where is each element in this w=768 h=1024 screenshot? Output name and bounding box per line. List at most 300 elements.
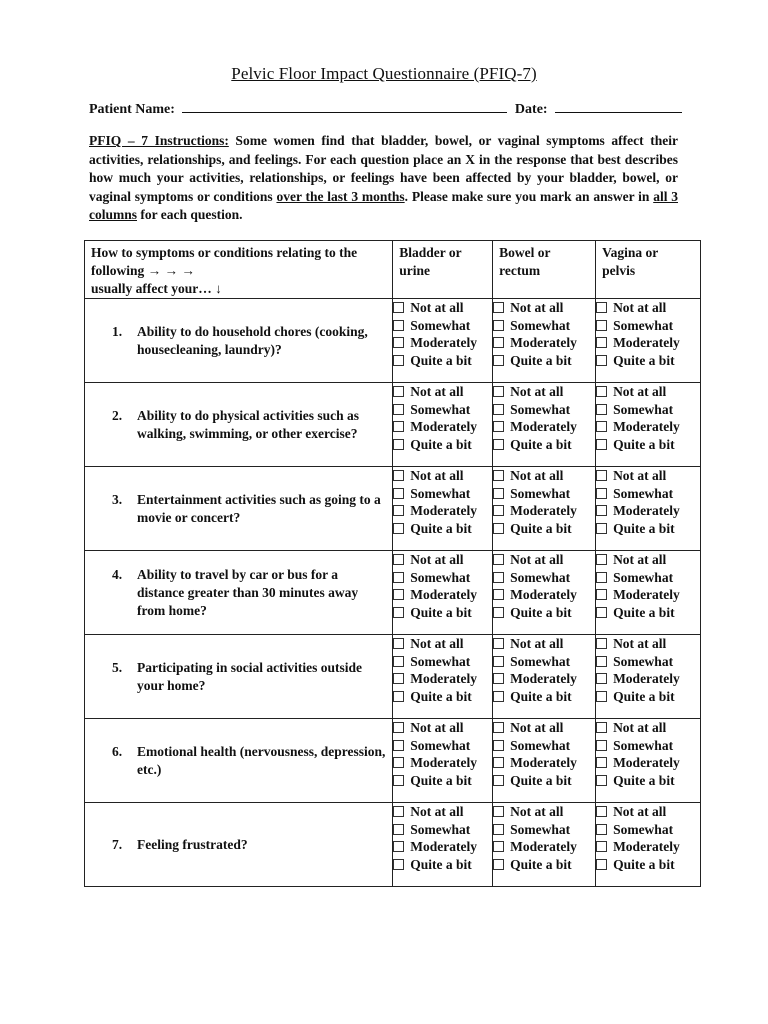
response-cell-bowel: [493, 467, 596, 551]
response-option[interactable]: [393, 569, 492, 587]
option-label: Somewhat: [613, 317, 674, 333]
checkbox-icon[interactable]: [393, 859, 404, 870]
question-cell: [85, 383, 393, 467]
response-option[interactable]: [596, 502, 700, 520]
option-label: Somewhat: [613, 737, 674, 753]
checkbox-icon[interactable]: [493, 470, 504, 481]
response-option[interactable]: [493, 352, 595, 370]
response-option[interactable]: [493, 502, 595, 520]
response-option[interactable]: [493, 838, 595, 856]
response-option[interactable]: [596, 299, 700, 317]
checkbox-icon[interactable]: [493, 824, 504, 835]
response-option[interactable]: [493, 670, 595, 688]
question-number: 2.: [112, 407, 123, 423]
response-cell-bowel: [493, 719, 596, 803]
header-question-column: [85, 241, 393, 299]
option-label: Quite a bit: [510, 857, 572, 873]
option-label: Moderately: [613, 335, 680, 351]
checkbox-icon[interactable]: [596, 554, 607, 565]
response-option[interactable]: [596, 467, 700, 485]
checkbox-icon[interactable]: [493, 320, 504, 331]
response-option[interactable]: [493, 688, 595, 706]
response-option[interactable]: [393, 299, 492, 317]
checkbox-icon[interactable]: [596, 355, 607, 366]
response-option[interactable]: [393, 520, 492, 538]
checkbox-icon[interactable]: [596, 673, 607, 684]
option-label: Quite a bit: [410, 521, 472, 537]
response-option[interactable]: [493, 334, 595, 352]
question-text: Entertainment activities such as going to a movie or concert?: [137, 491, 381, 525]
checkbox-icon[interactable]: [493, 722, 504, 733]
checkbox-icon[interactable]: [393, 320, 404, 331]
option-label: Moderately: [410, 671, 477, 687]
checkbox-icon[interactable]: [596, 691, 607, 702]
response-option[interactable]: [596, 838, 700, 856]
question-text: Participating in social activities outside your home?: [137, 659, 362, 693]
checkbox-icon[interactable]: [596, 757, 607, 768]
response-option[interactable]: [393, 737, 492, 755]
question-text: Ability to travel by car or bus for a distance greater than 30 minutes away from home?: [137, 566, 359, 618]
checkbox-icon[interactable]: [596, 505, 607, 516]
response-option[interactable]: [393, 754, 492, 772]
response-option[interactable]: [393, 719, 492, 737]
patient-name-field[interactable]: [182, 100, 507, 113]
checkbox-icon[interactable]: [393, 337, 404, 348]
response-option[interactable]: [393, 502, 492, 520]
table-row: [85, 383, 701, 467]
instructions-heading: PFIQ – 7 Instructions:: [89, 133, 229, 148]
instructions-emphasis-2: all 3 columns: [89, 188, 678, 222]
checkbox-icon[interactable]: [393, 523, 404, 534]
checkbox-icon[interactable]: [393, 740, 404, 751]
response-option[interactable]: [596, 719, 700, 737]
response-option[interactable]: [393, 803, 492, 821]
checkbox-icon[interactable]: [393, 421, 404, 432]
option-label: Quite a bit: [613, 353, 675, 369]
checkbox-icon[interactable]: [493, 439, 504, 450]
question-number: 3.: [112, 491, 123, 507]
option-label: Not at all: [510, 468, 564, 483]
response-option[interactable]: [393, 772, 492, 790]
response-cell-bladder: [393, 467, 493, 551]
response-cell-bowel: [493, 299, 596, 383]
response-cell-vagina: [596, 635, 701, 719]
checkbox-icon[interactable]: [493, 775, 504, 786]
date-label: Date:: [514, 102, 548, 117]
checkbox-icon[interactable]: [493, 572, 504, 583]
option-label: Quite a bit: [410, 689, 472, 705]
question-item: [85, 659, 392, 695]
response-option[interactable]: [493, 436, 595, 454]
response-cell-bowel: [493, 551, 596, 635]
response-cell-vagina: [596, 719, 701, 803]
option-label: Somewhat: [410, 737, 471, 753]
response-option[interactable]: [596, 317, 700, 335]
questions-body: [85, 299, 701, 887]
option-label: Somewhat: [410, 401, 471, 417]
checkbox-icon[interactable]: [393, 554, 404, 565]
checkbox-icon[interactable]: [493, 757, 504, 768]
response-option[interactable]: [596, 653, 700, 671]
header-vagina-column: Vagina or pelvis: [596, 241, 701, 299]
response-option[interactable]: [493, 317, 595, 335]
response-option[interactable]: [393, 635, 492, 653]
response-option[interactable]: [493, 856, 595, 874]
option-label: Quite a bit: [410, 437, 472, 453]
response-option[interactable]: [493, 383, 595, 401]
option-label: Not at all: [410, 804, 464, 819]
option-label: Quite a bit: [410, 605, 472, 621]
response-option[interactable]: [393, 418, 492, 436]
option-label: Moderately: [510, 503, 577, 519]
checkbox-icon[interactable]: [596, 740, 607, 751]
response-option[interactable]: [493, 586, 595, 604]
response-option[interactable]: [596, 569, 700, 587]
header-question-line-1: How to symptoms or conditions relating to the following → → →: [91, 245, 358, 278]
option-label: Moderately: [510, 755, 577, 771]
response-cell-bowel: [493, 635, 596, 719]
checkbox-icon[interactable]: [596, 386, 607, 397]
table-row: [85, 551, 701, 635]
checkbox-icon[interactable]: [596, 607, 607, 618]
table-row: [85, 467, 701, 551]
option-label: Somewhat: [410, 569, 471, 585]
option-label: Not at all: [410, 300, 464, 315]
checkbox-icon[interactable]: [393, 775, 404, 786]
option-label: Moderately: [410, 335, 477, 351]
checkbox-icon[interactable]: [393, 355, 404, 366]
checkbox-icon[interactable]: [493, 673, 504, 684]
response-option[interactable]: [596, 688, 700, 706]
instructions-emphasis-1: over the last 3 months: [276, 188, 405, 204]
checkbox-icon[interactable]: [393, 589, 404, 600]
response-option[interactable]: [493, 520, 595, 538]
option-label: Quite a bit: [510, 521, 572, 537]
option-label: Moderately: [613, 503, 680, 519]
option-label: Not at all: [613, 384, 667, 399]
response-option[interactable]: [493, 803, 595, 821]
checkbox-icon[interactable]: [596, 439, 607, 450]
checkbox-icon[interactable]: [393, 386, 404, 397]
option-label: Somewhat: [510, 485, 571, 501]
checkbox-icon[interactable]: [493, 404, 504, 415]
checkbox-icon[interactable]: [393, 470, 404, 481]
option-label: Not at all: [613, 300, 667, 315]
option-label: Not at all: [510, 300, 564, 315]
table-row: [85, 635, 701, 719]
option-label: Somewhat: [510, 653, 571, 669]
header-question-line-2: usually affect your… ↓: [91, 281, 222, 296]
checkbox-icon[interactable]: [493, 488, 504, 499]
option-label: Not at all: [410, 468, 464, 483]
question-number: 7.: [112, 836, 123, 852]
option-label: Moderately: [613, 755, 680, 771]
checkbox-icon[interactable]: [493, 421, 504, 432]
checkbox-icon[interactable]: [393, 824, 404, 835]
response-cell-vagina: [596, 299, 701, 383]
response-cell-bladder: [393, 299, 493, 383]
response-option[interactable]: [596, 551, 700, 569]
option-label: Moderately: [410, 839, 477, 855]
checkbox-icon[interactable]: [493, 554, 504, 565]
response-option[interactable]: [493, 737, 595, 755]
option-label: Somewhat: [613, 653, 674, 669]
option-label: Not at all: [510, 804, 564, 819]
option-label: Not at all: [613, 552, 667, 567]
response-cell-bladder: [393, 635, 493, 719]
checkbox-icon[interactable]: [393, 404, 404, 415]
response-option[interactable]: [393, 653, 492, 671]
option-label: Not at all: [613, 720, 667, 735]
table-row: [85, 719, 701, 803]
checkbox-icon[interactable]: [596, 841, 607, 852]
response-option[interactable]: [393, 551, 492, 569]
response-option[interactable]: [596, 604, 700, 622]
option-label: Quite a bit: [613, 689, 675, 705]
option-label: Somewhat: [510, 569, 571, 585]
response-option[interactable]: [596, 401, 700, 419]
checkbox-icon[interactable]: [493, 302, 504, 313]
option-label: Not at all: [410, 552, 464, 567]
checkbox-icon[interactable]: [493, 656, 504, 667]
question-cell: [85, 635, 393, 719]
checkbox-icon[interactable]: [393, 572, 404, 583]
response-option[interactable]: [493, 821, 595, 839]
checkbox-icon[interactable]: [393, 806, 404, 817]
table-row: [85, 803, 701, 887]
question-item: [85, 836, 392, 854]
response-option[interactable]: [493, 653, 595, 671]
response-option[interactable]: [393, 317, 492, 335]
checkbox-icon[interactable]: [596, 859, 607, 870]
response-option[interactable]: [596, 821, 700, 839]
checkbox-icon[interactable]: [393, 439, 404, 450]
option-label: Moderately: [510, 839, 577, 855]
response-option[interactable]: [393, 401, 492, 419]
response-cell-bladder: [393, 551, 493, 635]
response-option[interactable]: [596, 586, 700, 604]
response-option[interactable]: [493, 418, 595, 436]
checkbox-icon[interactable]: [596, 656, 607, 667]
option-label: Not at all: [510, 384, 564, 399]
checkbox-icon[interactable]: [393, 505, 404, 516]
response-option[interactable]: [393, 467, 492, 485]
checkbox-icon[interactable]: [596, 722, 607, 733]
response-cell-vagina: [596, 803, 701, 887]
checkbox-icon[interactable]: [493, 638, 504, 649]
response-option[interactable]: [493, 401, 595, 419]
option-label: Not at all: [510, 552, 564, 567]
response-option[interactable]: [493, 719, 595, 737]
response-option[interactable]: [596, 856, 700, 874]
checkbox-icon[interactable]: [393, 691, 404, 702]
question-cell: [85, 299, 393, 383]
response-cell-bowel: [493, 383, 596, 467]
patient-info-line: [89, 100, 682, 118]
response-option[interactable]: [493, 569, 595, 587]
instructions-text-2: . Please make sure you mark an answer in: [404, 188, 654, 204]
question-number: 1.: [112, 323, 123, 339]
option-label: Quite a bit: [410, 353, 472, 369]
option-label: Moderately: [510, 419, 577, 435]
option-label: Somewhat: [613, 569, 674, 585]
checkbox-icon[interactable]: [596, 824, 607, 835]
response-option[interactable]: [393, 688, 492, 706]
checkbox-icon[interactable]: [493, 607, 504, 618]
response-option[interactable]: [596, 520, 700, 538]
response-cell-vagina: [596, 551, 701, 635]
checkbox-icon[interactable]: [596, 337, 607, 348]
checkbox-icon[interactable]: [596, 404, 607, 415]
response-option[interactable]: [393, 334, 492, 352]
checkbox-icon[interactable]: [393, 722, 404, 733]
question-number: 4.: [112, 566, 123, 582]
header-bladder-column: Bladder or urine: [393, 241, 493, 299]
checkbox-icon[interactable]: [596, 775, 607, 786]
question-item: [85, 491, 392, 527]
response-cell-bladder: [393, 803, 493, 887]
response-option[interactable]: [493, 551, 595, 569]
option-label: Moderately: [613, 419, 680, 435]
checkbox-icon[interactable]: [393, 607, 404, 618]
question-item: [85, 323, 392, 359]
instructions-text-3: for each question.: [137, 207, 243, 222]
response-option[interactable]: [393, 383, 492, 401]
response-option[interactable]: [493, 604, 595, 622]
response-option[interactable]: [493, 485, 595, 503]
option-label: Moderately: [410, 503, 477, 519]
checkbox-icon[interactable]: [596, 421, 607, 432]
response-option[interactable]: [393, 838, 492, 856]
response-option[interactable]: [393, 856, 492, 874]
response-option[interactable]: [596, 418, 700, 436]
checkbox-icon[interactable]: [493, 691, 504, 702]
option-label: Moderately: [410, 419, 477, 435]
question-text: Emotional health (nervousness, depression, etc.): [137, 743, 386, 777]
response-option[interactable]: [393, 670, 492, 688]
checkbox-icon[interactable]: [493, 386, 504, 397]
option-label: Not at all: [510, 720, 564, 735]
option-label: Somewhat: [410, 317, 471, 333]
option-label: Moderately: [510, 335, 577, 351]
response-cell-vagina: [596, 467, 701, 551]
checkbox-icon[interactable]: [393, 673, 404, 684]
option-label: Moderately: [613, 839, 680, 855]
checkbox-icon[interactable]: [393, 757, 404, 768]
response-option[interactable]: [493, 299, 595, 317]
response-option[interactable]: [596, 803, 700, 821]
response-option[interactable]: [596, 383, 700, 401]
response-option[interactable]: [596, 772, 700, 790]
response-cell-vagina: [596, 383, 701, 467]
checkbox-icon[interactable]: [596, 572, 607, 583]
response-option[interactable]: [493, 772, 595, 790]
option-label: Quite a bit: [613, 605, 675, 621]
option-label: Quite a bit: [613, 437, 675, 453]
option-label: Somewhat: [510, 317, 571, 333]
checkbox-icon[interactable]: [596, 589, 607, 600]
checkbox-icon[interactable]: [493, 355, 504, 366]
option-label: Quite a bit: [510, 605, 572, 621]
checkbox-icon[interactable]: [493, 505, 504, 516]
option-label: Quite a bit: [510, 353, 572, 369]
response-option[interactable]: [596, 635, 700, 653]
response-option[interactable]: [596, 352, 700, 370]
response-option[interactable]: [493, 467, 595, 485]
option-label: Not at all: [410, 720, 464, 735]
option-label: Quite a bit: [613, 773, 675, 789]
checkbox-icon[interactable]: [596, 302, 607, 313]
checkbox-icon[interactable]: [596, 638, 607, 649]
checkbox-icon[interactable]: [393, 841, 404, 852]
response-option[interactable]: [596, 737, 700, 755]
option-label: Quite a bit: [510, 437, 572, 453]
response-option[interactable]: [393, 586, 492, 604]
checkbox-icon[interactable]: [493, 337, 504, 348]
document-title: Pelvic Floor Impact Questionnaire (PFIQ-7): [231, 64, 537, 83]
checkbox-icon[interactable]: [493, 589, 504, 600]
option-label: Quite a bit: [410, 773, 472, 789]
checkbox-icon[interactable]: [493, 859, 504, 870]
option-label: Not at all: [410, 636, 464, 651]
option-label: Moderately: [510, 671, 577, 687]
option-label: Somewhat: [410, 653, 471, 669]
date-field[interactable]: [555, 100, 682, 113]
option-label: Quite a bit: [510, 689, 572, 705]
checkbox-icon[interactable]: [493, 806, 504, 817]
checkbox-icon[interactable]: [596, 488, 607, 499]
question-number: 5.: [112, 659, 123, 675]
response-option[interactable]: [596, 754, 700, 772]
question-item: [85, 407, 392, 443]
checkbox-icon[interactable]: [393, 302, 404, 313]
question-text: Ability to do physical activities such as walking, swimming, or other exercise?: [137, 407, 360, 441]
response-option[interactable]: [393, 352, 492, 370]
question-cell: [85, 467, 393, 551]
response-option[interactable]: [596, 670, 700, 688]
option-label: Somewhat: [510, 821, 571, 837]
option-label: Moderately: [410, 755, 477, 771]
question-cell: [85, 551, 393, 635]
response-option[interactable]: [493, 754, 595, 772]
checkbox-icon[interactable]: [493, 740, 504, 751]
checkbox-icon[interactable]: [393, 656, 404, 667]
checkbox-icon[interactable]: [596, 806, 607, 817]
response-option[interactable]: [393, 604, 492, 622]
checkbox-icon[interactable]: [596, 523, 607, 534]
checkbox-icon[interactable]: [596, 320, 607, 331]
checkbox-icon[interactable]: [493, 841, 504, 852]
option-label: Moderately: [410, 587, 477, 603]
option-label: Quite a bit: [510, 773, 572, 789]
response-option[interactable]: [393, 436, 492, 454]
option-label: Somewhat: [510, 401, 571, 417]
response-option[interactable]: [596, 485, 700, 503]
response-option[interactable]: [596, 334, 700, 352]
patient-name-label: Patient Name:: [89, 102, 175, 117]
checkbox-icon[interactable]: [393, 638, 404, 649]
question-item: [85, 566, 392, 620]
question-cell: [85, 719, 393, 803]
response-option[interactable]: [393, 485, 492, 503]
checkbox-icon[interactable]: [393, 488, 404, 499]
checkbox-icon[interactable]: [596, 470, 607, 481]
response-option[interactable]: [493, 635, 595, 653]
response-option[interactable]: [393, 821, 492, 839]
checkbox-icon[interactable]: [493, 523, 504, 534]
option-label: Somewhat: [613, 821, 674, 837]
response-option[interactable]: [596, 436, 700, 454]
